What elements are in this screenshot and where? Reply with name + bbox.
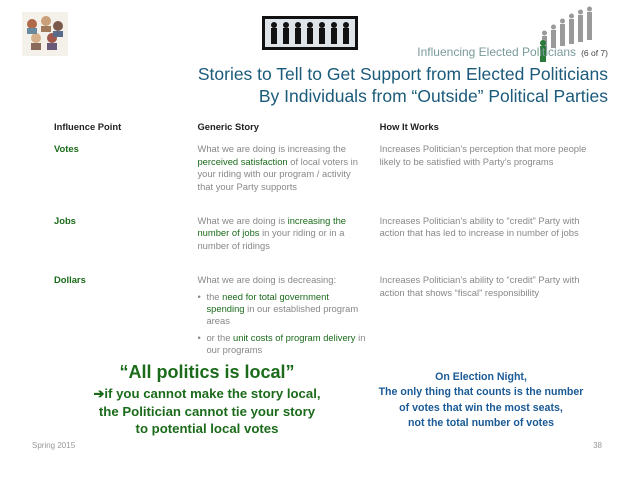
people-silhouettes-image — [262, 16, 358, 50]
generic-story-cell: What we are doing is increasing the number of jobs in your riding or in a number of ridings — [197, 215, 346, 251]
list-item: • the need for total government spending in our established program areas — [197, 291, 367, 328]
page-number: 38 — [593, 441, 602, 450]
election-line3: of votes that win the most seats, — [399, 401, 563, 414]
quote-line2: the Politician cannot tie your story — [98, 403, 316, 419]
arrow-right-icon: ➔ — [93, 386, 105, 401]
slide-counter: (6 of 7) — [581, 48, 608, 58]
influence-point-cell: Dollars — [54, 274, 86, 286]
footer-date: Spring 2015 — [32, 441, 76, 450]
election-line2: The only thing that counts is the number — [378, 386, 584, 399]
highlight-text: need for total government spending — [206, 290, 329, 315]
quote-line1: if you cannot make the story local, — [104, 386, 321, 401]
how-it-works-cell: Increases Politician’s perception that more people likely to be satisfied with Party’s programs — [379, 143, 587, 167]
story-bullet-list — [197, 291, 367, 357]
quote-title: “All politics is local” — [119, 362, 295, 382]
quote-line3: to potential local votes — [135, 421, 279, 437]
slide-heading-line1: Stories to Tell to Get Support from Elected Politicians — [197, 64, 608, 84]
table-row-votes — [48, 143, 593, 215]
slide-heading-line2: By Individuals from “Outside” Political Parties — [258, 86, 608, 106]
highlight-text: perceived satisfaction — [197, 155, 288, 167]
quote-body — [62, 385, 352, 438]
table-row-jobs — [48, 215, 593, 274]
section-title — [417, 45, 608, 59]
how-it-works-cell: Increases Politician’s ability to “credit” Party with action that has led to increase in number of jobs — [379, 215, 580, 239]
influence-table — [48, 118, 593, 383]
election-line1: On Election Night, — [435, 371, 527, 383]
influence-point-cell: Jobs — [54, 215, 76, 227]
table-header-row — [48, 118, 593, 143]
column-header-influence-point: Influence Point — [54, 121, 122, 132]
how-it-works-cell: Increases Politician’s ability to “credit” Party with action that shows “fiscal” responsibility — [379, 274, 580, 298]
column-header-generic-story: Generic Story — [197, 121, 259, 132]
section-title-text: Influencing Elected Politicians — [417, 45, 577, 59]
story-intro: What we are doing is decreasing: — [197, 274, 337, 286]
election-note — [360, 370, 602, 431]
list-item: • or the unit costs of program delivery in our programs — [197, 332, 367, 357]
column-header-how-it-works: How It Works — [379, 121, 439, 132]
election-line4: not the total number of votes — [408, 417, 554, 430]
influence-point-cell: Votes — [54, 143, 79, 155]
people-puzzle-image — [22, 12, 68, 56]
highlight-text: increasing the number of jobs — [197, 215, 346, 239]
highlight-text: unit costs of program delivery — [233, 331, 356, 343]
generic-story-cell: What we are doing is increasing the perceived satisfaction of local voters in your riding with our program / activity that your Party supports — [197, 143, 358, 192]
